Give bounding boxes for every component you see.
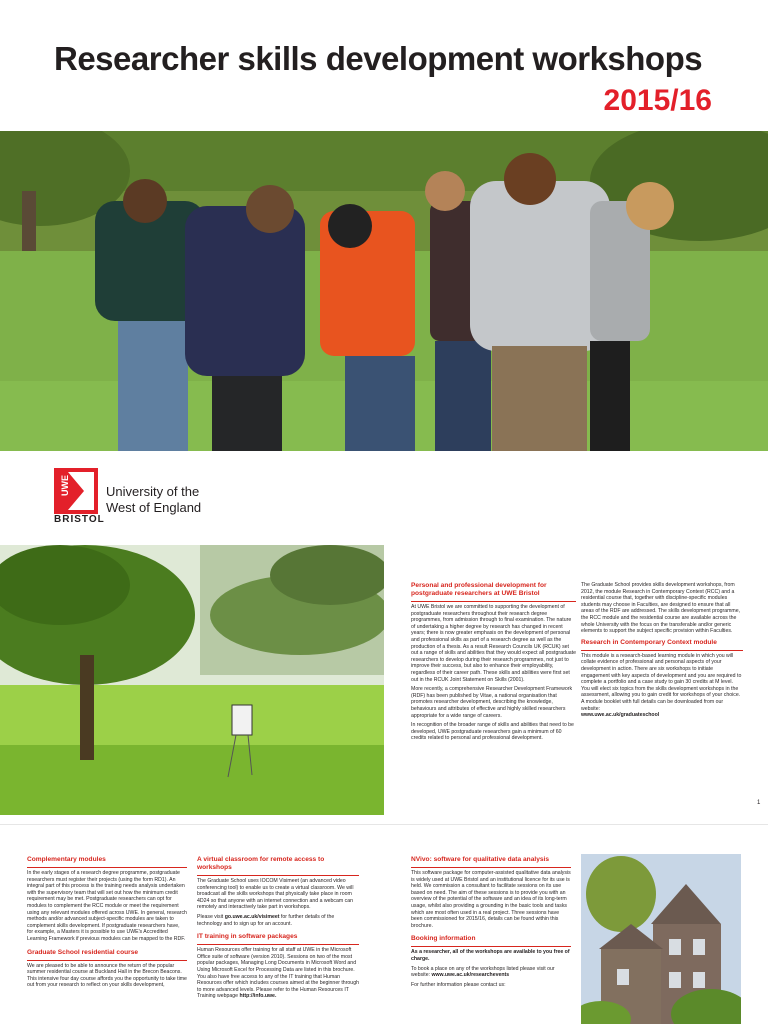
building-photo	[581, 854, 741, 1024]
column-virtual-classroom	[197, 856, 359, 1003]
rcc-description: This module is a research-based learning module in which you will collate evidence of professional and personal aspects of your development in action. There are six workshops to initiate engagement with key aspects of development and you are required to complete a portfolio and a case study to gain 30 credits at M level. You will elect six topics from the skills development workshops in the assessment, allowing you to gain credit for workshops of your choice. A module booklet with full details can be downloaded from our website:	[581, 652, 742, 712]
landscape-illustration	[0, 545, 384, 815]
students-illustration	[0, 131, 768, 451]
paragraph: More recently, a comprehensive Researcher Development Framework (RDF) has been published by Vitae, a national organisation that promotes researcher development, describing the knowledge, behaviours and attributes of effective and highly skilled researchers appropriate for a wide range of careers.	[411, 686, 573, 719]
text-fragment: for further details of the technology and to sign up for an account.	[197, 913, 335, 927]
tree-landscape-photo	[0, 545, 384, 815]
graduate-school-link[interactable]: www.uwe.ac.uk/graduateschool	[581, 712, 660, 719]
paragraph: We are pleased to be able to announce the return of the popular summer residential course at Buckland Hall in the Brecon Beacons. This intensive four day course affords you the opportunity to take time out from your research to reflect on your skills development,	[27, 962, 187, 989]
paragraph: For further information please contact us:	[411, 981, 506, 988]
paragraph: In the early stages of a research degree programme, postgraduate researchers must register their projects (using the form RD1). An integral part of this process is the training needs analysis undertaken with the supervisory team that will set out how the minimum credit requirement may be met. Postgraduate researchers can opt for modules to complement the RCC module or meet the requirement using any relevant modules offered across UWE. In general, research methods and/or advanced subject-specific modules are taken to complement skills development. If postgraduate researchers have, for example, a Masters it is possible to use UWE's Accredited Learning Framework if previous modules can be mapped to the RDF.	[27, 870, 187, 942]
heading-rule	[581, 650, 743, 651]
spread-divider	[0, 824, 768, 825]
it-training-link[interactable]: http://info.uwe.	[239, 993, 277, 1000]
research-events-link[interactable]: www.uwe.ac.uk/researchevents	[431, 972, 510, 979]
heading-rule	[197, 875, 359, 876]
heading-rule	[27, 960, 187, 961]
heading-rcc-module: Research in Contemporary Context module	[581, 638, 717, 646]
visimeet-link[interactable]: go.uwe.ac.uk/visimeet	[224, 913, 280, 920]
column-graduate-school	[581, 582, 743, 722]
heading-personal-development: Personal and professional development for postgraduate researchers at UWE Bristol	[411, 582, 547, 597]
column-complementary	[27, 856, 187, 992]
document-title: Researcher skills development workshops	[54, 40, 703, 77]
heading-rule	[27, 867, 187, 868]
paragraph	[197, 947, 359, 1000]
institution-city: BRISTOL	[54, 514, 105, 525]
paragraph: As a researcher, all of the workshops are available to you free of charge.	[411, 949, 570, 962]
heading-residential-course: Graduate School residential course	[27, 948, 139, 956]
academic-year: 2015/16	[603, 84, 712, 117]
heading-rule	[197, 944, 359, 945]
uwe-bristol-logo	[54, 468, 224, 528]
text-fragment: Human Resources offer training for all staff at UWE in the Microsoft Office suite of software (version 2010). Sessions on two of the most popular packages, Managing Long Documents in Microsoft Word and Using Microsoft Excel for Processing Data are listed in this brochure. You also have free access to any of the IT training that Human Resources offer which includes courses aimed at the beginner through to more advanced levels. Please refer to the Human Resources IT Training webpage	[197, 947, 359, 1000]
heading-complementary-modules: Complementary modules	[27, 856, 106, 863]
paragraph	[411, 966, 571, 979]
paragraph: The Graduate School provides skills development workshops, from 2012, the module Research in Contemporary Context (RCC) and a residential course that, together with discipline-specific modules students may choose in Faculties, are designed to ensure that all areas of the RDF are addressed. The skills development programme, the RCC module and the residential course are available across the whole University with the focus on the transferable and/or generic elements to support the subject specific provision within Faculties.	[581, 582, 741, 635]
page-number: 1	[757, 800, 761, 806]
hero-photo-students	[0, 131, 768, 451]
heading-rule	[411, 867, 571, 868]
paragraph	[581, 653, 743, 719]
paragraph: This software package for computer-assisted qualitative data analysis is widely used at UWE Bristol and an institutional licence for its use is held. We commission a consultant to facilitate sessions on its use based on need. The aim of these sessions is to provide you with an overview of the potential of the software and an idea of its long-term usage, whilst also providing a grounding in the basic tools and tasks which are most often used in a real project. Three sessions have been commissioned for 2015/16, details can be found within this brochure.	[411, 870, 571, 929]
uwe-logo-text: UWE	[60, 475, 70, 496]
institution-line-2: West of England	[106, 500, 202, 515]
column-nvivo	[411, 856, 571, 991]
heading-rule	[411, 946, 571, 947]
heading-virtual-classroom: A virtual classroom for remote access to workshops	[197, 856, 325, 871]
column-personal-development	[411, 582, 576, 745]
heading-it-training: IT training in software packages	[197, 933, 298, 941]
text-fragment: To book a place on any of the workshops listed please visit our website:	[411, 965, 555, 979]
uwe-logo-mark	[54, 468, 98, 514]
heading-booking-information: Booking information	[411, 935, 476, 943]
paragraph	[197, 914, 359, 927]
building-illustration	[581, 854, 741, 1024]
institution-name	[106, 484, 201, 516]
paragraph: In recognition of the broader range of skills and abilities that need to be developed, UWE postgraduate researchers gain a minimum of 60 credits related to personal and professional development.	[411, 722, 574, 742]
heading-rule	[411, 601, 576, 602]
institution-line-1: University of the	[106, 484, 200, 499]
paragraph: The Graduate School uses IOCOM Visimeet (an advanced video conferencing tool) to enable us to create a virtual classroom. We will broadcast all the skills workshops that physically take place in room 4D24 so that anyone with an internet connection and a webcam can remotely and interactively take part in workshops.	[197, 878, 354, 911]
paragraph: At UWE Bristol we are committed to supporting the development of postgraduate researchers throughout their research degree programmes, from admission through to final examination. The nature of undertaking a higher degree by research has changed in recent years; there is now greater emphasis on the development of personal and professional skills as part of a research degree as well as the production of a thesis. As a result Research Councils UK (RCUK) set out a range of skills and abilities that they would expect all postgraduate researchers to develop during their research programmes, not just to improve their success, but also to enhance their employability, regardless of their career path. These skills and abilities were first set out in the RCUK Joint Statement on Skills (2001).	[411, 604, 576, 683]
heading-nvivo: NVivo: software for qualitative data analysis	[411, 856, 550, 863]
text-fragment: Please visit	[197, 913, 225, 920]
